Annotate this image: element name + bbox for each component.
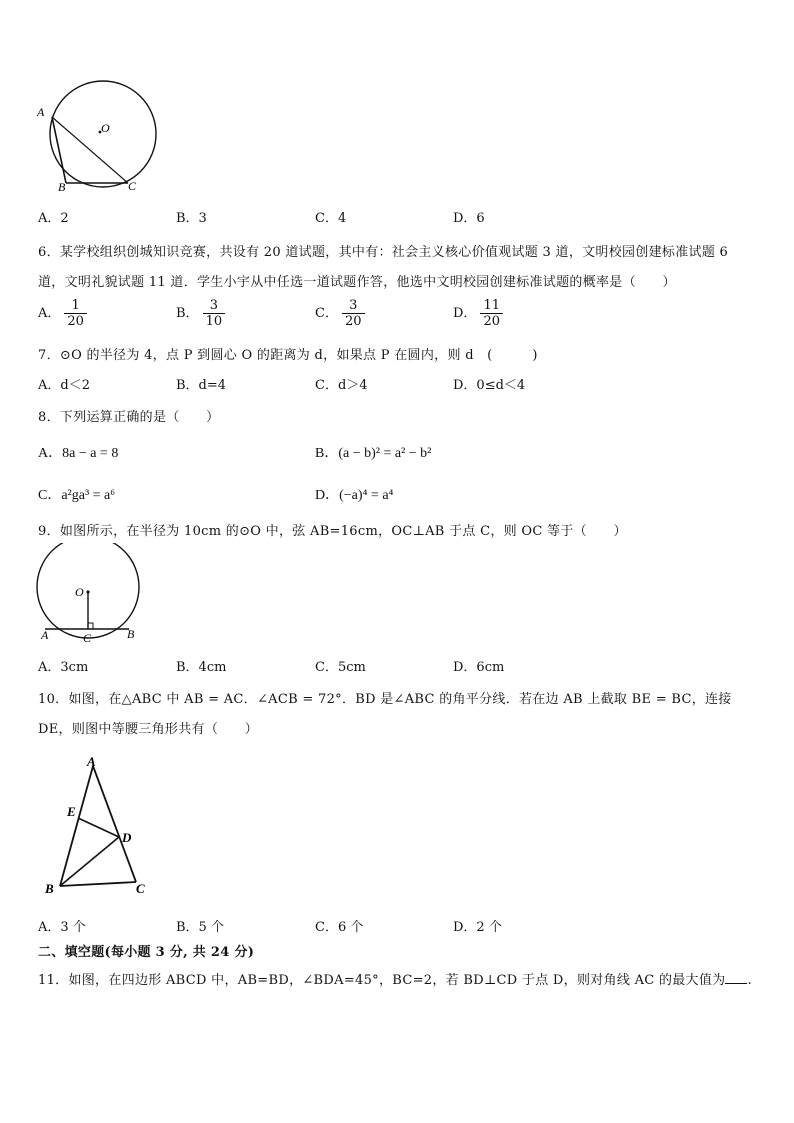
- q10-side-ac: [93, 766, 136, 882]
- q9-stem: 9．如图所示，在半径为 10cm 的⊙O 中，弦 AB=16cm，OC⊥AB 于点 C，则 OC 等于（ ）: [38, 524, 627, 539]
- q9-label-c: C: [83, 631, 92, 645]
- q8-stem: 8．下列运算正确的是（ ）: [38, 410, 220, 425]
- q6-option-a-fraction: [64, 298, 87, 329]
- q10-option-a[interactable]: A．3 个: [38, 920, 86, 935]
- q7-option-d[interactable]: D．0≤d＜4: [453, 378, 526, 393]
- q6-option-a-num: 1: [71, 298, 80, 313]
- q6-stem-line1: 6．某学校组织创城知识竞赛，共设有 20 道试题，其中有：社会主义核心价值观试题 3 道，文明校园创建标准试题 6: [38, 245, 729, 260]
- q10-label-d: D: [122, 830, 132, 845]
- q10-option-c[interactable]: C．6 个: [315, 920, 364, 935]
- q6-option-c-num: 3: [349, 298, 358, 313]
- q9-label-a: A: [41, 628, 49, 642]
- q6-option-c-den: 20: [342, 313, 365, 329]
- q6-option-a-letter: A．: [38, 306, 61, 321]
- q6-option-c[interactable]: [315, 298, 365, 329]
- q8-option-d[interactable]: D．(−a)⁴ = a⁴: [315, 488, 394, 503]
- q6-option-b-den: 10: [203, 313, 226, 329]
- q10-label-b: B: [45, 881, 54, 896]
- q5-label-b: B: [58, 180, 66, 194]
- q6-option-d-den: 20: [480, 313, 503, 329]
- q6-option-d-letter: D．: [453, 306, 477, 321]
- q7-option-c[interactable]: C．d＞4: [315, 378, 368, 393]
- q6-stem-line2: 道，文明礼貌试题 11 道．学生小宇从中任选一道试题作答，他选中文明校园创建标准试题的概率是（ ）: [38, 275, 676, 290]
- q10-stem-line2: DE，则图中等腰三角形共有（ ）: [38, 722, 259, 737]
- q5-label-o: O: [101, 121, 110, 135]
- q6-option-b-fraction: [203, 298, 226, 329]
- q10-label-e: E: [67, 804, 76, 819]
- q11-answer-blank[interactable]: [725, 971, 747, 984]
- q10-label-c: C: [136, 881, 145, 896]
- q6-option-d-num: 11: [483, 298, 500, 313]
- q6-option-b-letter: B．: [176, 306, 199, 321]
- q5-option-c[interactable]: C．4: [315, 211, 347, 226]
- q9-option-d[interactable]: D．6cm: [453, 660, 505, 675]
- q9-option-a[interactable]: A．3cm: [38, 660, 89, 675]
- q11-stem-tail: .: [747, 973, 752, 988]
- q10-side-bc: [60, 882, 136, 886]
- q5-label-a: A: [37, 105, 45, 119]
- q10-stem-line1: 10．如图，在△ABC 中 AB = AC．∠ACB = 72°．BD 是∠ABC 的角平分线．若在边 AB 上截取 BE = BC，连接: [38, 692, 732, 707]
- q8-option-b[interactable]: B．(a − b)² = a² − b²: [315, 446, 432, 461]
- q9-option-c[interactable]: C．5cm: [315, 660, 366, 675]
- q6-option-c-letter: C．: [315, 306, 338, 321]
- q5-label-c: C: [128, 179, 137, 193]
- q10-label-a: A: [87, 754, 96, 769]
- q10-option-b[interactable]: B．5 个: [176, 920, 224, 935]
- q6-option-b[interactable]: [176, 298, 225, 329]
- q8-option-a[interactable]: A．8a − a = 8: [38, 446, 119, 461]
- q11-stem-row: [38, 969, 752, 988]
- q6-option-c-fraction: [342, 298, 365, 329]
- q5-option-d[interactable]: D．6: [453, 211, 485, 226]
- q7-option-b[interactable]: B．d=4: [176, 378, 227, 393]
- q10-triangle-figure: [40, 752, 160, 902]
- q6-option-a-den: 20: [64, 313, 87, 329]
- q9-center-dot: [86, 590, 89, 593]
- q6-option-d-fraction: [480, 298, 503, 329]
- q8-option-c[interactable]: C．a²ga³ = a⁶: [38, 488, 116, 503]
- q10-option-d[interactable]: D．2 个: [453, 920, 502, 935]
- q9-label-o: O: [75, 585, 84, 599]
- q9-option-b[interactable]: B．4cm: [176, 660, 227, 675]
- q5-option-a[interactable]: A．2: [38, 211, 69, 226]
- q6-option-a[interactable]: [38, 298, 87, 329]
- q9-circle-figure: [30, 543, 150, 645]
- q7-stem: 7．⊙O 的半径为 4，点 P 到圆心 O 的距离为 d，如果点 P 在圆内，则 d ( ): [38, 348, 538, 363]
- q5-circle-figure: [30, 80, 170, 195]
- section2-title: 二、填空题(每小题 3 分, 共 24 分): [38, 945, 255, 960]
- q10-side-ab: [60, 766, 93, 886]
- q6-option-d[interactable]: [453, 298, 503, 329]
- q11-stem: 11．如图，在四边形 ABCD 中，AB=BD，∠BDA=45°，BC=2，若 BD⊥CD 于点 D，则对角线 AC 的最大值为: [38, 973, 726, 988]
- q5-option-b[interactable]: B．3: [176, 211, 207, 226]
- q9-right-angle-mark: [88, 623, 93, 629]
- q7-option-a[interactable]: A．d＜2: [38, 378, 90, 393]
- q10-segment-bd: [60, 837, 119, 886]
- q9-label-b: B: [127, 627, 135, 641]
- q6-option-b-num: 3: [209, 298, 218, 313]
